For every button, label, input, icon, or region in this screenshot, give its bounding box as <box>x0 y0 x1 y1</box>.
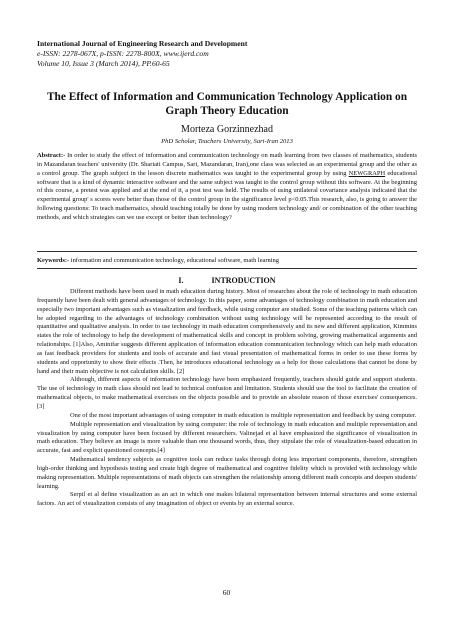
abstract-software-name: NEWGRAPH <box>348 169 386 177</box>
body-paragraph: Although, different aspects of information technology have been emphasized frequently, teachers should guide and support students. The use of technology in math class should not lead to technical confusion and limitation. Students should use the tool to facilitate the creation of mathematical objects, to make mathematical exercises on the objects possible and to provide an absolute reason of those exercises' consequences.[3] <box>37 376 417 410</box>
journal-volume: Volume 10, Issue 3 (March 2014), PP.60-65 <box>37 59 170 68</box>
keywords-text: information and communication technology, educational software, math learning <box>69 257 279 264</box>
page-number: 60 <box>222 588 231 597</box>
body-paragraph: Different methods have been used in math education during history. Most of researches about the role of technology in math education frequently have been dealt with general advantages of technology. In this paper, some advantages of technology combination in math education and especially two important advantages such as visualization and feedback, while using computer are studied. Some of the teaching patterns which can be adopted regarding to the advantages of technology combination without using technology will be represented according to the result of quantitative and qualitative analysis. In order to use technology in math education comprehensively and its new and different application, Kimmins states the role of technology to help the development of mathematical skills and concept in problem solving, growing mathematical arguments and relationships. [1]Also, Aminifar suggests different application of information education communication technology which can help math education as fast feedback providers for students and tools of accurate and fast visual presentation of mathematical forms in order to use these forms by students and opportunity to show their effects .Then, he introduces educational technology as a help for those calculations that cannot be done by hand and their main objective is not calculation skills. [2] <box>37 288 417 375</box>
journal-name: International Journal of Engineering Research and Development <box>37 39 248 48</box>
journal-issn: e-ISSN: 2278-067X, p-ISSN: 2278-800X, www.ijerd.com <box>37 49 209 58</box>
abstract-text-after: educational software that is a kind of dynamic interactive software and the same subject was taught to the control group without this software. At the beginning of this course, a pretest was applied and at the end of it, a post test was held. The results of using unilateral covariance analysis indicated that the experimental group' s scores were better than those of the control group in the significance level p<0.05.This research, also, is going to answer the following questions: To teach mathematics, should teaching totally be done by using modern technology and/ or combination of the other teaching methods, and which strategies can we use except or better than technology? <box>37 169 417 221</box>
paper-author: Morteza Gorzinnezhad <box>181 124 273 135</box>
keywords <box>37 257 417 266</box>
keywords-label: Keywords:- <box>37 257 70 264</box>
section-number: I. <box>178 276 184 285</box>
body-paragraph: Serpil et al define visualization as an act in which one makes bilateral representation between internal structures and some external factors. An act of visualization consists of any imagination of object or events by an external source. <box>37 491 417 508</box>
introduction-body <box>37 288 417 509</box>
journal-header <box>37 39 417 69</box>
abstract-text-before: In order to study the effect of information and communication technology on math learning from two classes of mathematics, students in Mazandaran teachers' university (Dr. Shariati Campus, Sari, Mazandaran, Iran),one class was selected as an experimental group and the other as a control group. The graph subject in the lesson discrete mathematics was taught to the experimental group by using <box>37 152 417 177</box>
keywords-top-rule <box>37 251 417 252</box>
paper-title: The Effect of Information and Communication Technology Application on Graph Theory Education <box>46 91 408 117</box>
abstract <box>37 152 417 223</box>
keywords-bottom-rule <box>37 268 417 269</box>
body-paragraph: Multiple representation and visualization by using computer: the role of technology in math education and multiple representation and visualization by using computer have been focused by different researchers. Valinejad et al have emphasized the significance of visualization in math education. They believe an image is more valuable than one thousand words, thus, they stipulate the role of visualization-based education in accurate, fast and explicit questioned concepts.[4] <box>37 420 417 455</box>
abstract-label: Abstract:- <box>37 152 66 159</box>
body-paragraph: One of the most important advantages of using computer in math education is multiple representation and feedback by using computer. <box>70 411 417 419</box>
body-paragraph: Mathematical tendency subjects as cognitive tools can reduce tasks through doing less important components, therefore, strengthen high-order thinking and hypothesis testing and create high degree of mathematical and cognitive fidelity which is provided with technology while making representation. Multiple representations of math objects can strengthen the relationship among different math concepts and deepen students' learning. <box>37 456 417 490</box>
section-title: INTRODUCTION <box>211 276 276 285</box>
author-affiliation: PhD Scholar, Teachers University, Sari-Iran 2013 <box>161 138 293 145</box>
section-heading <box>37 276 417 286</box>
